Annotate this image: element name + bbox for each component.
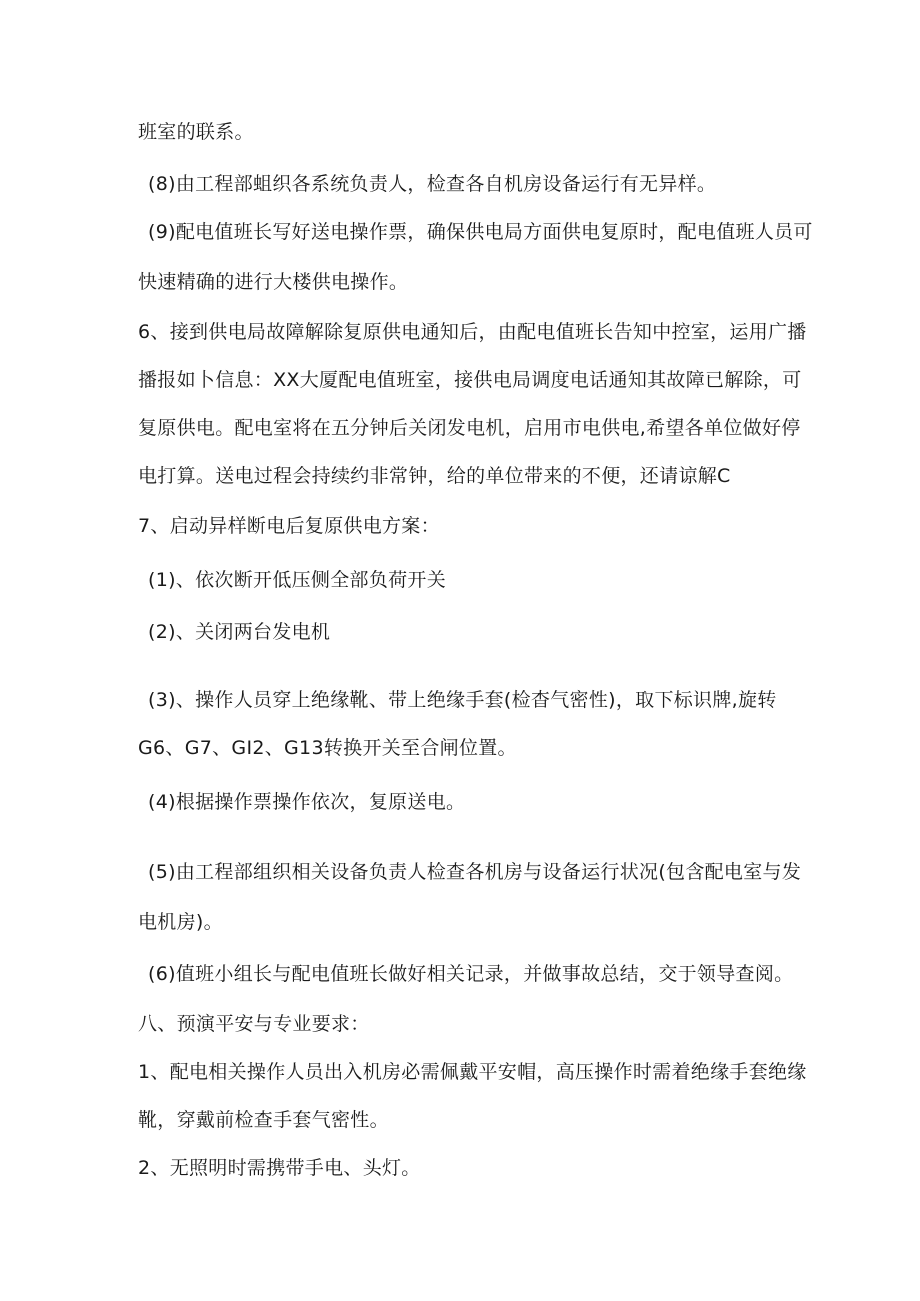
text-line: 6、接到供电局故障解除复原供电通知后，由配电值班长告知中控室，运用广播	[138, 321, 807, 343]
text-line: (6)值班小组长与配电值班长做好相关记录，并做事故总结，交于领导查阅。	[148, 963, 794, 985]
text-line: 班室的联系。	[138, 121, 254, 143]
text-line: 2、无照明时需携带手电、头灯。	[138, 1157, 421, 1179]
text-line: 1、配电相关操作人员出入机房必需佩戴平安帽，高压操作时需着绝缘手套绝缘	[138, 1061, 807, 1083]
text-line: 播报如卜信息：XX大厦配电值班室，接供电局调度电话通知其故障已解除，可	[138, 369, 802, 391]
text-line: 靴，穿戴前检查手套气密性。	[138, 1109, 389, 1131]
text-line: (4)根据操作票操作依次，复原送电。	[148, 791, 466, 813]
text-line: 快速精确的进行大楼供电操作。	[138, 271, 409, 293]
text-line: 电机房)。	[138, 911, 223, 933]
text-line: 复原供电。配电室将在五分钟后关闭发电机，启用市电供电,希望各单位做好停	[138, 417, 801, 439]
text-line: (8)由工程部蛆织各系统负责人，检查各自机房设备运行有无异样。	[148, 173, 717, 195]
text-line: (2)、关闭两台发电机	[148, 621, 331, 643]
text-line: (1)、依次断开低压侧全部负荷开关	[148, 569, 447, 591]
text-line: 电打算。送电过程会持续约非常钟，给的单位带来的不便，还请谅解C	[138, 465, 731, 487]
text-line: (9)配电值班长写好送电操作票，确保供电局方面供电复原时，配电值班人员可	[148, 221, 813, 243]
text-line: (3)、操作人员穿上绝缘靴、带上绝缘手套(检杳气密性)，取下标识牌,旋转	[148, 689, 777, 711]
text-line: 7、启动异样断电后复原供电方案：	[138, 515, 440, 537]
text-line: G6、G7、GI2、G13转换开关至合闸位置。	[138, 737, 517, 759]
text-line: 八、预演平安与专业要求：	[138, 1013, 370, 1035]
text-line: (5)由工程部组织相关设备负责人检查各机房与设备运行状况(包含配电室与发	[148, 861, 802, 883]
